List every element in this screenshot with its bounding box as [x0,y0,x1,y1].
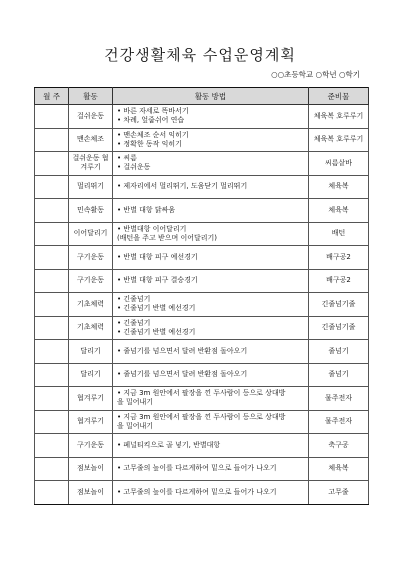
method-line: (배턴을 주고 받으며 이어달리기) [117,233,218,242]
materials-cell: 줄넘기 [309,340,369,364]
table-row [35,387,369,411]
materials-cell: 긴줄넘기줄 [309,316,369,340]
method-line: • 정확한 동작 익히기 [117,139,182,148]
method-cell [113,363,309,387]
materials-cell: 배구공2 [309,246,369,270]
method-cell [113,410,309,434]
activity-cell: 맨손체조 [69,128,113,152]
materials-cell: 물주전자 [309,410,369,434]
week-cell [35,410,69,434]
week-cell [35,434,69,458]
table-row [35,316,369,340]
materials-cell: 줄넘기 [309,363,369,387]
method-line: • 긴줄넘기 반별 예선경기 [117,304,196,313]
week-cell [35,199,69,223]
method-line: • 반별 대항 피구 예선경기 [117,252,198,261]
method-line: • 고무줄의 높이를 다르게하여 밑으로 들어가 나오기 [117,487,277,496]
method-line: • 지금 3m 원안에서 팔장을 낀 두사람이 등으로 상대방 [117,389,286,398]
table-row [35,175,369,199]
activity-cell: 점보놀이 [69,481,113,505]
activity-cell: 구기운동 [69,434,113,458]
method-cell [113,340,309,364]
method-line: • 반별 대항 피구 결승경기 [117,276,198,285]
table-row [35,128,369,152]
materials-cell: 체육복 호루루기 [309,128,369,152]
activity-cell: 구기운동 [69,269,113,293]
lesson-plan-table [34,87,369,505]
materials-cell: 축구공 [309,434,369,458]
method-cell [113,269,309,293]
method-cell [113,175,309,199]
materials-cell: 체육복 [309,175,369,199]
table-row [35,457,369,481]
method-line: • 반별대항 이어달리기 [117,224,187,233]
method-cell [113,128,309,152]
method-line: • 맨손체조 순서 익히기 [117,130,189,139]
table-row [35,222,369,246]
method-cell [113,457,309,481]
school-grade-term: ○○초등학교 ○학년 ○학기 [271,70,360,79]
week-cell [35,269,69,293]
method-cell [113,199,309,223]
table-body [35,105,369,505]
table-row [35,340,369,364]
activity-cell: 걸쉬운동 협겨루기 [69,152,113,176]
method-line: • 씨름 [117,154,137,163]
table-row [35,246,369,270]
method-cell [113,246,309,270]
page-title: 건강생활체육 수업운영계획 [104,46,296,64]
column-header-week: 월 주 [35,88,69,105]
table-row [35,269,369,293]
week-cell [35,316,69,340]
activity-cell: 민속활동 [69,199,113,223]
table-row [35,293,369,317]
method-line: 을 밀어내기 [117,421,154,430]
method-line: • 지금 3m 원안에서 팔장을 낀 두사람이 등으로 상대방 [117,412,286,421]
week-cell [35,222,69,246]
method-line: • 바른 자세로 똑바서기 [117,107,189,116]
activity-cell: 달리기 [69,340,113,364]
week-cell [35,246,69,270]
method-cell [113,222,309,246]
method-line: • 줄넘기를 넘으면서 달려 반환점 돌아오기 [117,346,248,355]
table-row [35,105,369,129]
method-line: • 차례, 엎줍쉬어 연습 [117,116,185,125]
method-cell [113,316,309,340]
table-row [35,481,369,505]
materials-cell: 체육복 [309,199,369,223]
materials-cell: 체육복 [309,457,369,481]
method-cell [113,293,309,317]
activity-cell: 기초체력 [69,293,113,317]
week-cell [35,387,69,411]
materials-cell: 긴줄넘기줄 [309,293,369,317]
materials-cell: 배구공2 [309,269,369,293]
week-cell [35,128,69,152]
method-line: • 반별 대항 닭싸움 [117,205,176,214]
activity-cell: 구기운동 [69,246,113,270]
column-header-activity: 활동 [69,88,113,105]
method-line: • 긴줄넘기 반별 예선경기 [117,327,196,336]
table-row [35,152,369,176]
week-cell [35,175,69,199]
method-line: • 고무줄의 높이를 다르게하여 밑으로 들어가 나오기 [117,464,277,473]
method-line: 을 밀어내기 [117,398,154,407]
week-cell [35,105,69,129]
week-cell [35,457,69,481]
week-cell [35,340,69,364]
method-line: • 제자리에서 멀리뛰기, 도움닫기 멀리뛰기 [117,182,248,191]
activity-cell: 협겨루기 [69,410,113,434]
materials-cell: 배턴 [309,222,369,246]
method-cell [113,481,309,505]
method-line: • 페널티킥으로 골 넣기, 반별대항 [117,440,221,449]
column-header-materials: 준비물 [309,88,369,105]
activity-cell: 걸쉬운동 [69,105,113,129]
activity-cell: 협겨루기 [69,387,113,411]
activity-cell: 점보놀이 [69,457,113,481]
method-cell [113,105,309,129]
activity-cell: 달리기 [69,363,113,387]
table-row [35,410,369,434]
materials-cell: 물주전자 [309,387,369,411]
method-line: • 걸쉬운동 [117,163,151,172]
method-cell [113,387,309,411]
table-row [35,434,369,458]
table-row [35,199,369,223]
method-line: • 긴줄넘기 [117,295,151,304]
table-header-row [35,88,369,105]
method-line: • 줄넘기를 넘으면서 달려 반환점 돌아오기 [117,370,248,379]
week-cell [35,152,69,176]
method-cell [113,152,309,176]
week-cell [35,293,69,317]
week-cell [35,481,69,505]
method-line: • 긴줄넘기 [117,318,151,327]
materials-cell: 체육복 호루루기 [309,105,369,129]
materials-cell: 고무줄 [309,481,369,505]
activity-cell: 멀리뛰기 [69,175,113,199]
week-cell [35,363,69,387]
materials-cell: 씨름샅바 [309,152,369,176]
column-header-method: 활동 방법 [113,88,309,105]
table-row [35,363,369,387]
activity-cell: 기초체력 [69,316,113,340]
method-cell [113,434,309,458]
activity-cell: 이어달리기 [69,222,113,246]
